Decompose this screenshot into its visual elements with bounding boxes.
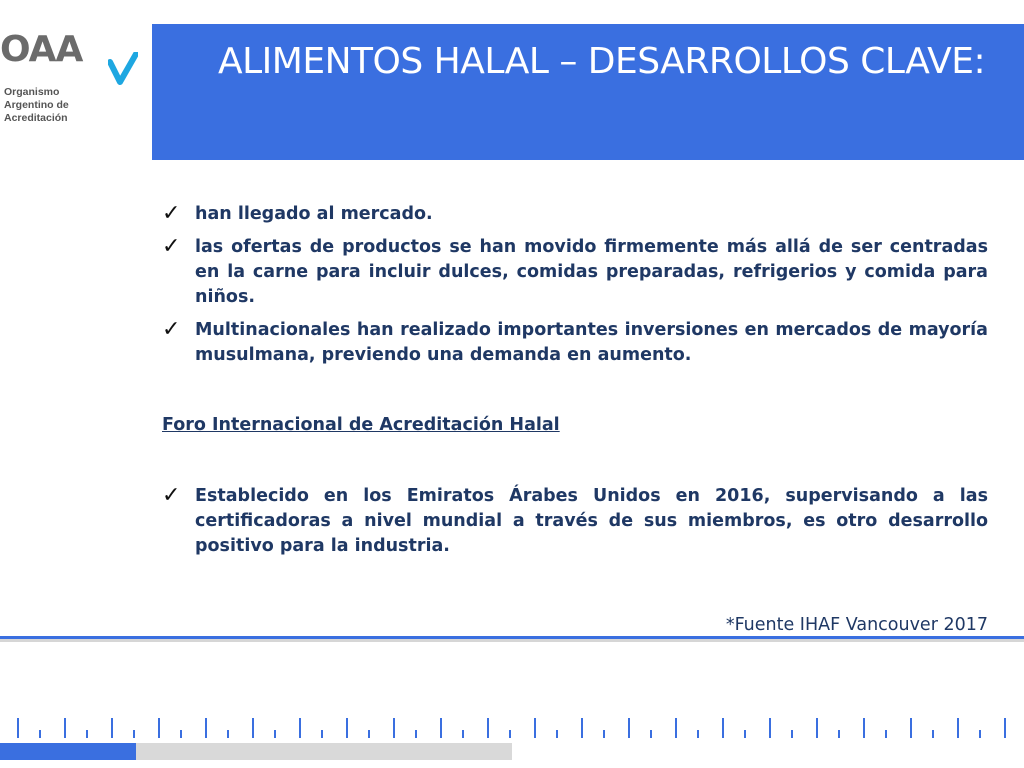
bullet-text: Multinacionales han realizado importantes inversiones en mercados de mayoría musulmana, previendo una demanda en aumento. [195, 320, 988, 365]
bullet-item [162, 235, 988, 310]
source-note: *Fuente IHAF Vancouver 2017 [725, 615, 988, 635]
oaa-logo [0, 24, 150, 144]
bullet-text: han llegado al mercado. [195, 204, 433, 224]
footer-rule-shadow [0, 639, 1024, 642]
bullet-text: las ofertas de productos se han movido firmemente más allá de ser centradas en la carne para incluir dulces, comidas preparadas, refrigerios y comida para niños. [195, 237, 988, 307]
progress-fill [0, 743, 136, 760]
logo-line: Argentino de [4, 99, 69, 111]
bullet-item [162, 202, 988, 227]
checkmark-icon: ✓ [162, 201, 181, 226]
logo-wordmark: OAA [0, 29, 83, 70]
checkmark-icon [108, 52, 138, 86]
progress-track [136, 743, 512, 760]
logo-line: Organismo [4, 86, 60, 98]
bullet-item [162, 318, 988, 368]
section-heading-link[interactable]: Foro Internacional de Acreditación Halal [162, 415, 560, 435]
logo-line: Acreditación [4, 112, 68, 124]
checkmark-icon: ✓ [162, 483, 181, 508]
slide-progress-bar [0, 743, 1024, 760]
title-band [152, 24, 1024, 160]
bullet-item [162, 484, 988, 559]
slide-title: ALIMENTOS HALAL – DESARROLLOS CLAVE: [218, 41, 986, 82]
bullet-text: Establecido en los Emiratos Árabes Unidos en 2016, supervisando a las certificadoras a nivel mundial a través de sus miembros, es otro desarrollo positivo para la industria. [195, 486, 988, 556]
tick-strip [0, 712, 1024, 744]
checkmark-icon: ✓ [162, 317, 181, 342]
slide-content [162, 202, 988, 567]
checkmark-icon: ✓ [162, 234, 181, 259]
logo-subtitle [4, 86, 69, 125]
tick-marks [0, 712, 1024, 744]
